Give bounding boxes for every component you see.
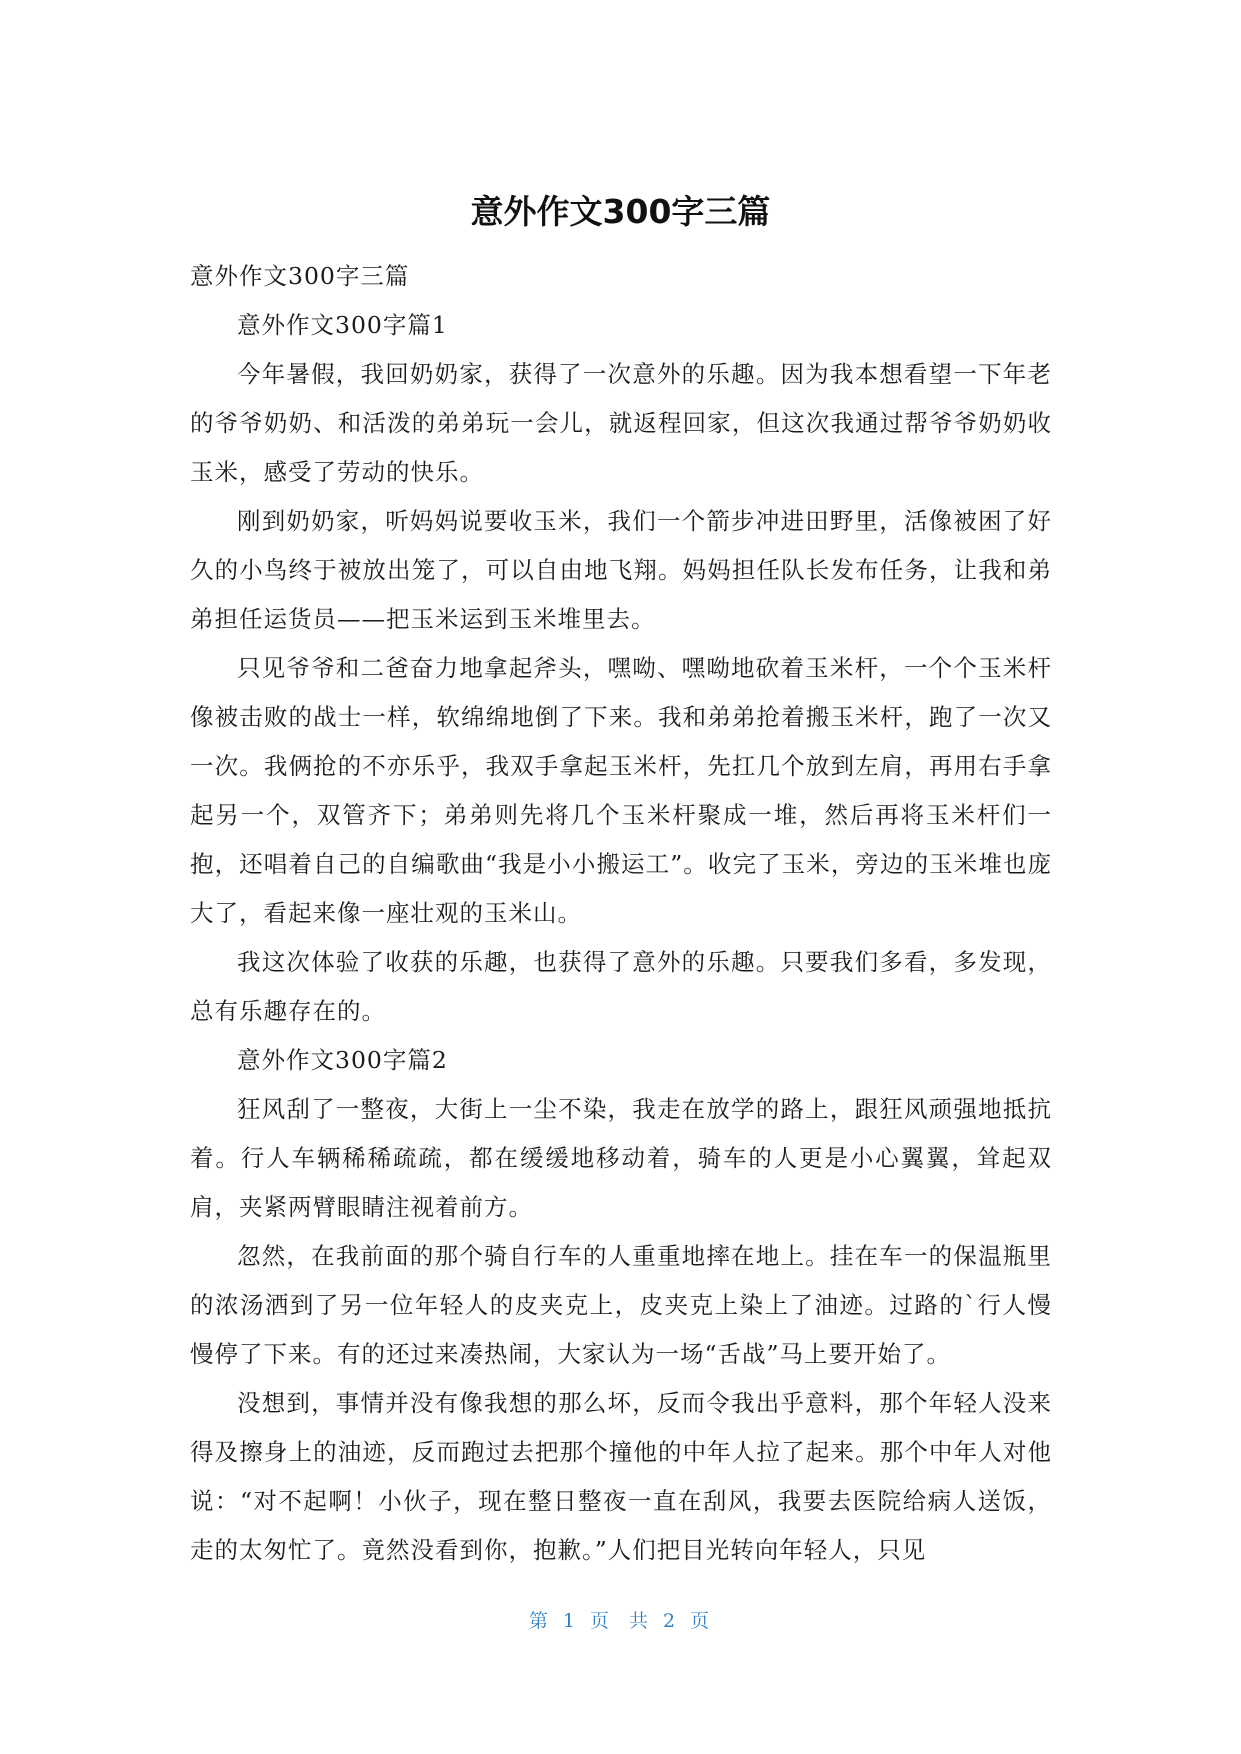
document-body [190, 252, 1052, 1575]
paragraph: 意外作文300字篇2 [237, 1046, 448, 1074]
page-of-label: 页 共 [589, 1610, 652, 1632]
page-footer [0, 1606, 1241, 1633]
paragraph: 只见爷爷和二爸奋力地拿起斧头，嘿呦、嘿呦地砍着玉米杆，一个个玉米杆像被击败的战士一样，软绵绵地倒了下来。我和弟弟抢着搬玉米杆，跑了一次又一次。我俩抢的不亦乐乎，我双手拿起玉米杆，先扛几个放到左肩，再用右手拿起另一个，双管齐下；弟弟则先将几个玉米杆聚成一堆，然后再将玉米杆们一抱，还唱着自己的自编歌曲“我是小小搬运工”。收完了玉米，旁边的玉米堆也庞大了，看起来像一座壮观的玉米山。 [190, 654, 1052, 927]
document-title: 意外作文300字三篇 [470, 192, 771, 231]
current-page-number: 1 [562, 1610, 578, 1632]
paragraph: 今年暑假，我回奶奶家，获得了一次意外的乐趣。因为我本想看望一下年老的爷爷奶奶、和活泼的弟弟玩一会儿，就返程回家，但这次我通过帮爷爷奶奶收玉米，感受了劳动的快乐。 [190, 360, 1052, 486]
paragraph: 刚到奶奶家，听妈妈说要收玉米，我们一个箭步冲进田野里，活像被困了好久的小鸟终于被放出笼了，可以自由地飞翔。妈妈担任队长发布任务，让我和弟弟担任运货员——把玉米运到玉米堆里去。 [190, 507, 1052, 633]
paragraph: 意外作文300字篇1 [237, 311, 448, 339]
paragraph: 意外作文300字三篇 [190, 262, 410, 290]
page-label: 第 [528, 1610, 551, 1632]
paragraph: 没想到，事情并没有像我想的那么坏，反而令我出乎意料，那个年轻人没来得及擦身上的油迹，反而跑过去把那个撞他的中年人拉了起来。那个中年人对他说：“对不起啊！小伙子，现在整日整夜一直在刮风，我要去医院给病人送饭，走的太匆忙了。竟然没看到你，抱歉。”人们把目光转向年轻人，只见 [190, 1389, 1052, 1564]
paragraph: 忽然，在我前面的那个骑自行车的人重重地摔在地上。挂在车一的保温瓶里的浓汤洒到了另一位年轻人的皮夹克上，皮夹克上染上了油迹。过路的`行人慢慢停了下来。有的还过来凑热闹，大家认为一场“舌战”马上要开始了。 [190, 1242, 1052, 1368]
total-pages-number: 2 [663, 1610, 679, 1632]
page-end-label: 页 [690, 1610, 713, 1632]
paragraph: 狂风刮了一整夜，大街上一尘不染，我走在放学的路上，跟狂风顽强地抵抗着。行人车辆稀稀疏疏，都在缓缓地移动着，骑车的人更是小心翼翼，耸起双肩，夹紧两臂眼睛注视着前方。 [190, 1095, 1052, 1221]
paragraph: 我这次体验了收获的乐趣，也获得了意外的乐趣。只要我们多看，多发现，总有乐趣存在的。 [190, 948, 1052, 1025]
